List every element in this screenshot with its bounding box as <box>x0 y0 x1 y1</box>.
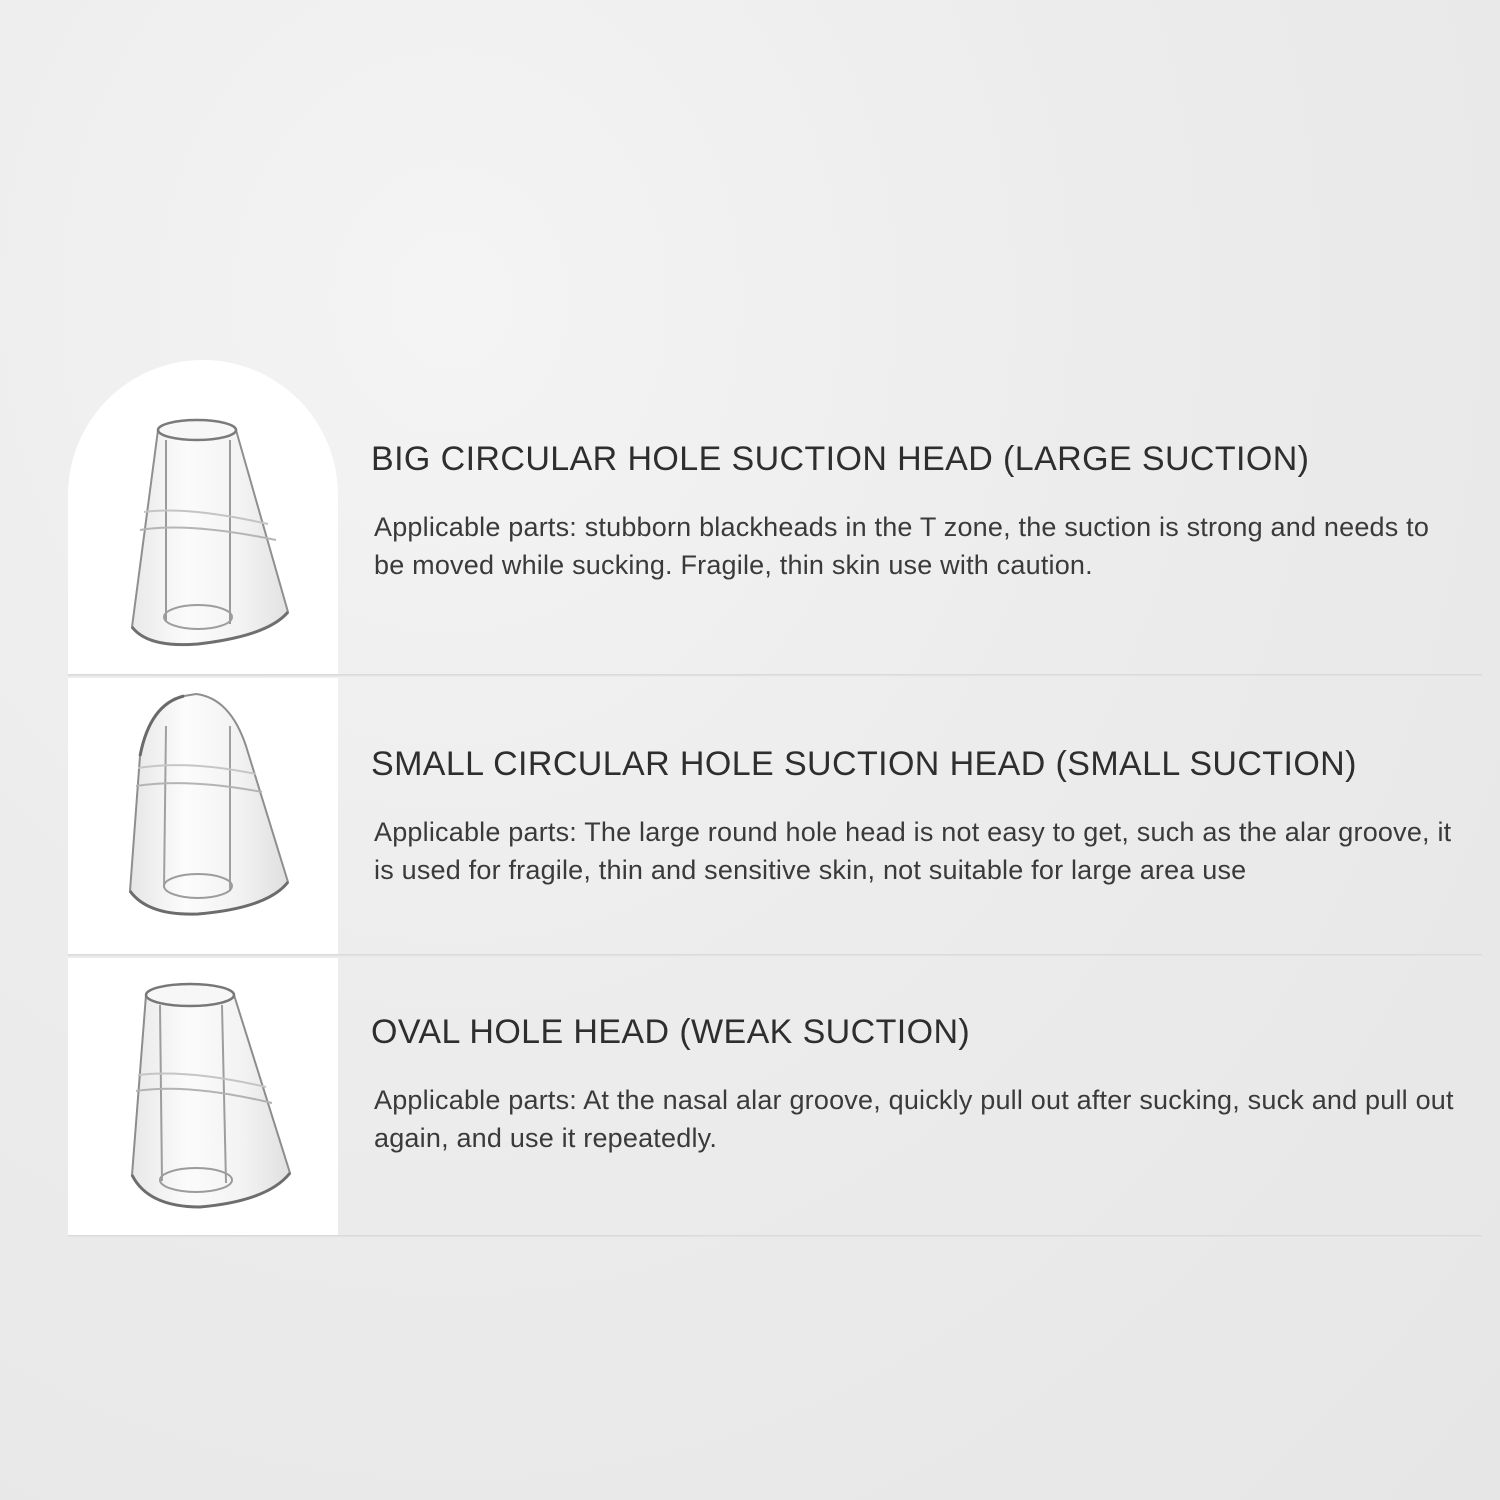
small-circular-suction-head-icon <box>118 686 298 926</box>
item-title-small: SMALL CIRCULAR HOLE SUCTION HEAD (SMALL SUCTION) <box>371 745 1357 783</box>
item-title-big: BIG CIRCULAR HOLE SUCTION HEAD (LARGE SUCTION) <box>371 440 1310 478</box>
row-divider <box>68 674 1482 677</box>
oval-suction-head-icon <box>118 975 298 1215</box>
item-description-oval: Applicable parts: At the nasal alar groove, quickly pull out after sucking, suck and pull out again, and use it repeatedly. <box>374 1085 1454 1153</box>
item-description-small: Applicable parts: The large round hole head is not easy to get, such as the alar groove, it is used for fragile, thin and sensitive skin, not suitable for large area use <box>374 817 1452 885</box>
big-circular-suction-head-icon <box>118 412 298 657</box>
item-description-big: Applicable parts: stubborn blackheads in the T zone, the suction is strong and needs to be moved while sucking. Fragile, thin skin use with caution. <box>374 512 1430 580</box>
row-divider <box>68 954 1482 957</box>
item-title-oval: OVAL HOLE HEAD (WEAK SUCTION) <box>371 1013 971 1051</box>
row-divider <box>68 1235 1482 1238</box>
